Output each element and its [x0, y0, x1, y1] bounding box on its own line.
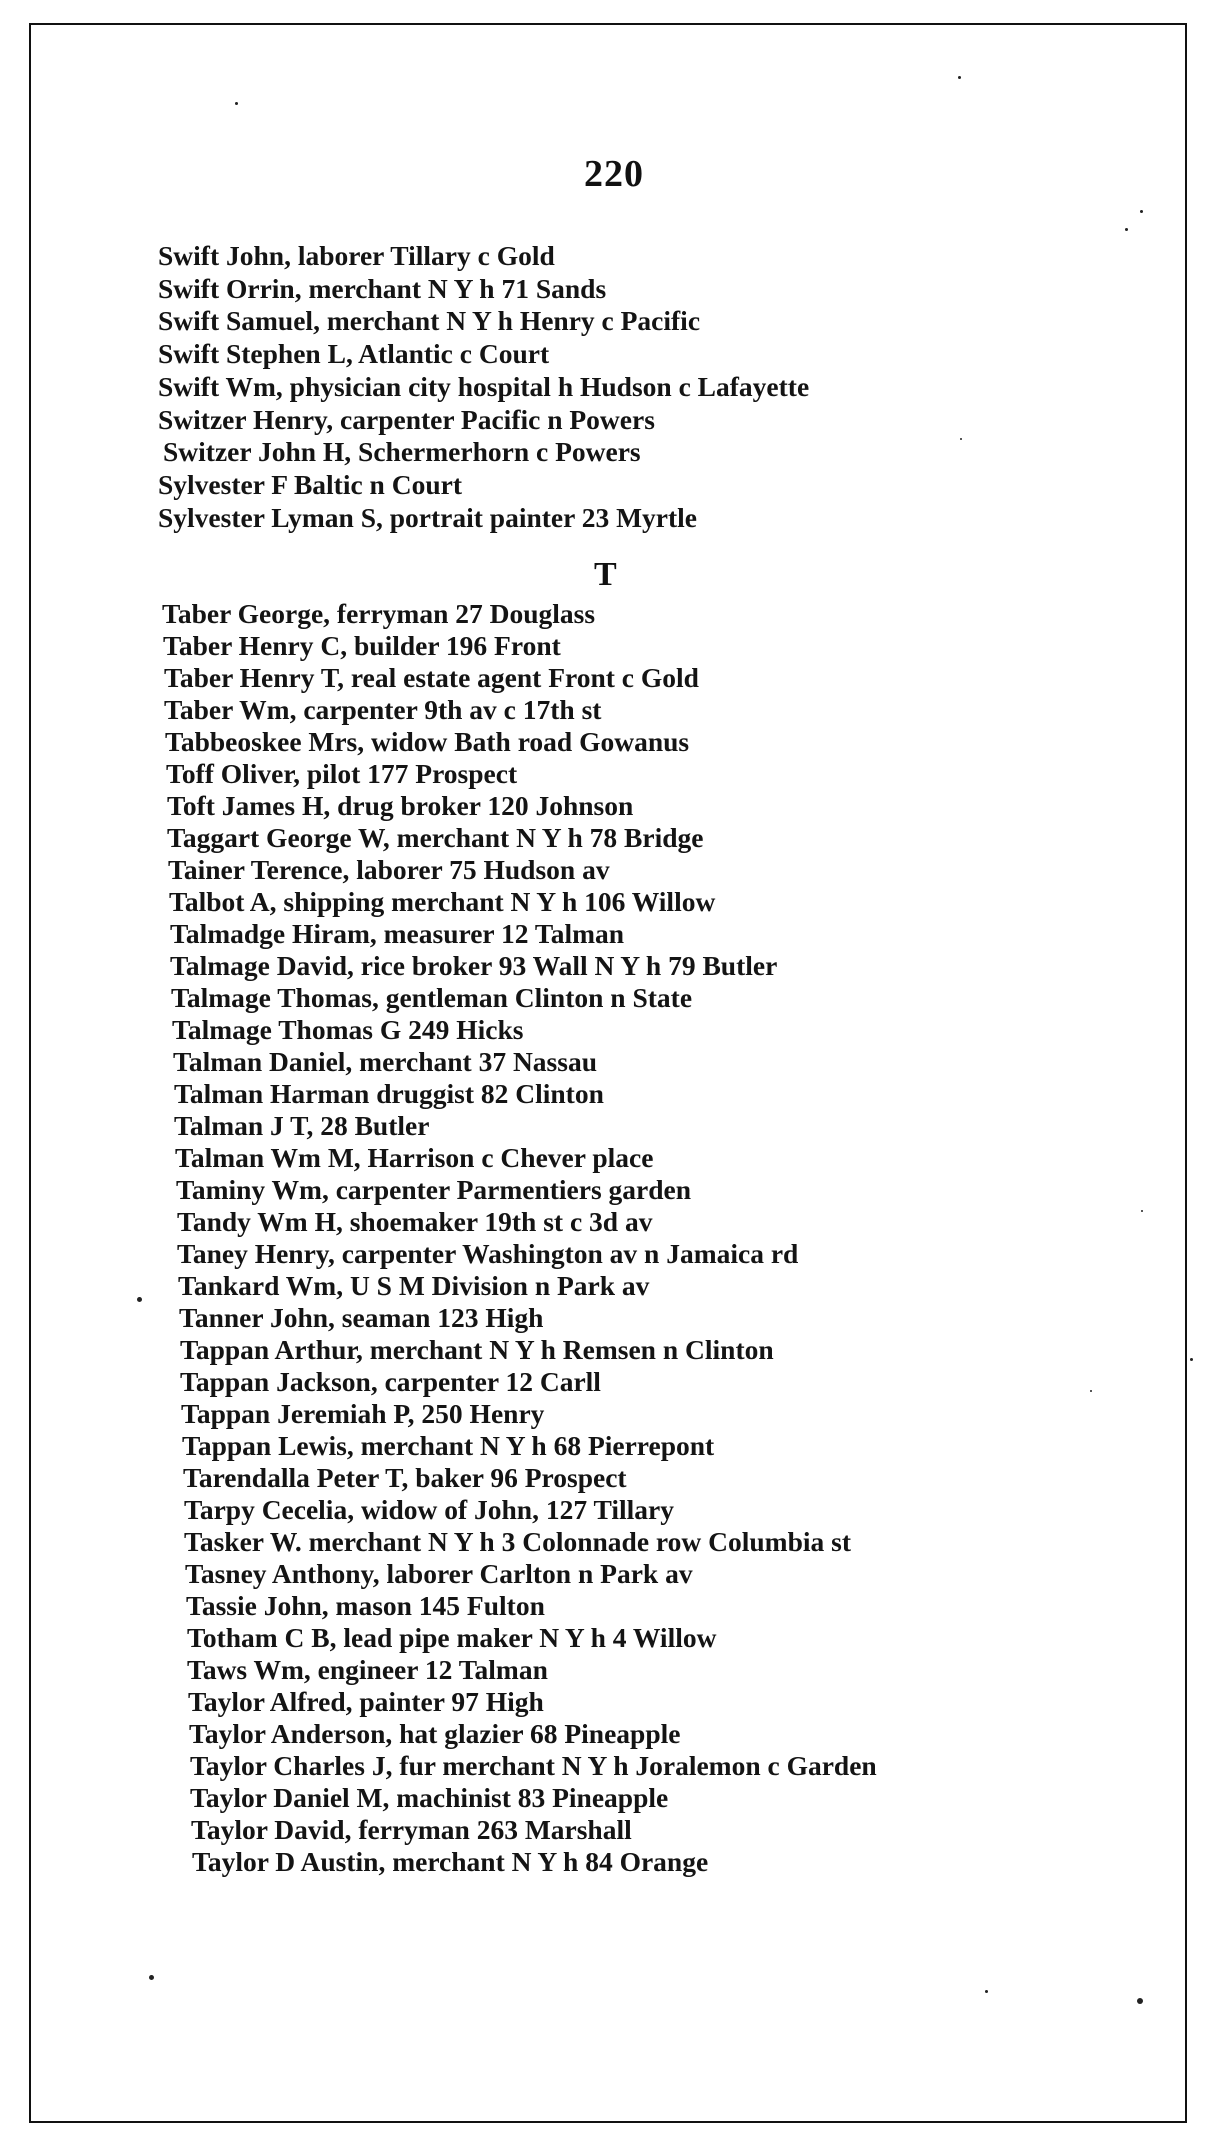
directory-entry: Swift Orrin, merchant N Y h 71 Sands: [158, 272, 607, 304]
directory-entry: Talbot A, shipping merchant N Y h 106 Willow: [169, 886, 716, 917]
directory-entry: Tabbeoskee Mrs, widow Bath road Gowanus: [165, 726, 690, 757]
directory-entry: Sylvester F Baltic n Court: [158, 468, 462, 500]
directory-entry: Tandy Wm H, shoemaker 19th st c 3d av: [177, 1206, 653, 1237]
directory-entry: Swift Wm, physician city hospital h Hudson c Lafayette: [158, 370, 810, 402]
print-speck: [1090, 1390, 1092, 1392]
directory-entry: Tappan Lewis, merchant N Y h 68 Pierrepont: [182, 1430, 715, 1461]
directory-entry: Taylor David, ferryman 263 Marshall: [191, 1814, 632, 1845]
directory-entry: Talmage David, rice broker 93 Wall N Y h 79 Butler: [170, 950, 778, 981]
directory-entry: Taber Henry C, builder 196 Front: [163, 630, 561, 661]
directory-entry: Tankard Wm, U S M Division n Park av: [178, 1270, 650, 1301]
print-speck: [985, 1990, 988, 1993]
directory-entry: Taylor Charles J, fur merchant N Y h Joralemon c Garden: [190, 1750, 877, 1781]
directory-entry: Talmage Thomas, gentleman Clinton n State: [171, 982, 693, 1013]
directory-entry: Taber Henry T, real estate agent Front c Gold: [164, 662, 699, 693]
directory-entry: Totham C B, lead pipe maker N Y h 4 Willow: [187, 1622, 717, 1653]
directory-entry: Swift Stephen L, Atlantic c Court: [158, 338, 550, 370]
directory-entry: Taney Henry, carpenter Washington av n Jamaica rd: [177, 1238, 799, 1269]
directory-entry: Talman Daniel, merchant 37 Nassau: [173, 1046, 598, 1077]
directory-entry: Sylvester Lyman S, portrait painter 23 Myrtle: [158, 501, 697, 533]
directory-entry: Taylor Alfred, painter 97 High: [188, 1686, 544, 1717]
directory-entry: Tappan Jeremiah P, 250 Henry: [181, 1398, 545, 1429]
print-speck: [1140, 210, 1143, 213]
directory-entry: Taggart George W, merchant N Y h 78 Bridge: [167, 822, 704, 853]
directory-entry: Switzer Henry, carpenter Pacific n Powers: [158, 403, 655, 435]
directory-entry: Taws Wm, engineer 12 Talman: [187, 1654, 548, 1685]
directory-entry: Swift Samuel, merchant N Y h Henry c Pacific: [158, 305, 701, 337]
directory-entry: Talman Wm M, Harrison c Chever place: [175, 1142, 654, 1173]
page-number: 220: [584, 153, 644, 195]
directory-entry: Talman J T, 28 Butler: [174, 1110, 430, 1141]
directory-entry: Taber George, ferryman 27 Douglass: [162, 598, 596, 629]
print-speck: [958, 76, 961, 79]
directory-entry: Tasker W. merchant N Y h 3 Colonnade row Columbia st: [184, 1526, 851, 1557]
directory-entry: Taylor Anderson, hat glazier 68 Pineapple: [189, 1718, 681, 1749]
print-speck: [235, 102, 238, 105]
print-speck: [1190, 1358, 1193, 1361]
directory-entry: Tanner John, seaman 123 High: [179, 1302, 544, 1333]
directory-entry: Toft James H, drug broker 120 Johnson: [167, 790, 634, 821]
directory-entry: Tappan Arthur, merchant N Y h Remsen n Clinton: [180, 1334, 774, 1365]
directory-entry: Talmadge Hiram, measurer 12 Talman: [170, 918, 625, 949]
directory-entry: Tasney Anthony, laborer Carlton n Park av: [185, 1558, 693, 1589]
directory-entry: Taminy Wm, carpenter Parmentiers garden: [176, 1174, 692, 1205]
directory-entry: Talmage Thomas G 249 Hicks: [172, 1014, 524, 1045]
directory-entry: Taber Wm, carpenter 9th av c 17th st: [164, 694, 602, 725]
print-speck: [149, 1975, 154, 1980]
print-speck: [1137, 1998, 1143, 2004]
directory-entry: Taylor Daniel M, machinist 83 Pineapple: [190, 1782, 669, 1813]
directory-entry: Switzer John H, Schermerhorn c Powers: [163, 436, 641, 468]
directory-entry: Taylor D Austin, merchant N Y h 84 Orange: [192, 1846, 709, 1877]
print-speck: [960, 438, 962, 440]
print-speck: [1141, 1210, 1143, 1212]
directory-entry: Swift John, laborer Tillary c Gold: [158, 240, 555, 271]
directory-entry: Tarpy Cecelia, widow of John, 127 Tillary: [184, 1494, 674, 1525]
directory-entry: Toff Oliver, pilot 177 Prospect: [166, 758, 518, 789]
directory-entry: Tappan Jackson, carpenter 12 Carll: [180, 1366, 601, 1397]
directory-entry: Tarendalla Peter T, baker 96 Prospect: [183, 1462, 627, 1493]
print-speck: [137, 1297, 142, 1302]
directory-entry: Talman Harman druggist 82 Clinton: [174, 1078, 604, 1109]
print-speck: [1125, 228, 1128, 231]
directory-entry: Tassie John, mason 145 Fulton: [186, 1590, 545, 1621]
directory-entry: Tainer Terence, laborer 75 Hudson av: [168, 854, 610, 885]
section-letter: T: [594, 556, 617, 593]
